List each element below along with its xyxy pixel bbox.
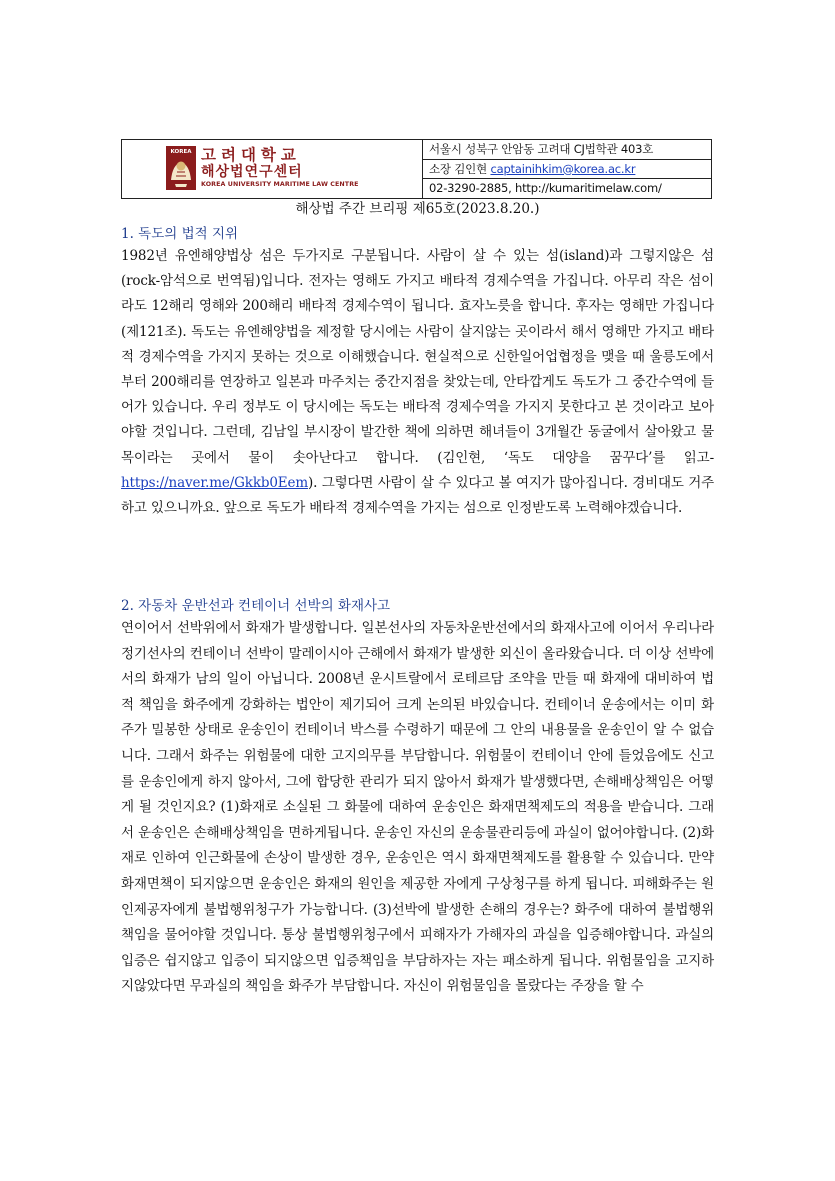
svg-text:KOREA: KOREA (170, 149, 192, 155)
director-cell (423, 159, 712, 179)
center-name: 해상법연구센터 (201, 164, 303, 180)
phone-number: 02-3290-2885, (429, 181, 512, 196)
university-name: 고려대학교 (201, 146, 301, 164)
letterhead-table (121, 139, 712, 199)
logo-cell (122, 140, 423, 199)
center-logo (166, 146, 359, 190)
section-2-heading: 2. 자동차 운반선과 컨테이너 선박의 화재사고 (121, 598, 391, 614)
section-2-body: 연이어서 선박위에서 화재가 발생합니다. 일본선사의 자동차운반선에서의 화재사고에 이어서 우리나라 정기선사의 컨테이너 선박이 말레이시아 근해에서 화재가 발생한 외신이 올라왔습니다. 더 이상 선박에서의 화재가 남의 일이 아닙니다. 2008년 운시트랄에서 로테르담 조약을 만들 때 화재에 대비하여 법적 책임을 화주에게 강화하는 법안이 제기되어 크게 논의된 바있습니다. 컨테이너 운송에서는 이미 화주가 밀봉한 상태로 운송인이 컨테이너 박스를 수령하기 때문에 그 안의 내용물을 운송인이 알 수 없습니다. 그래서 화주는 위험물에 대한 고지의무를 부담합니다. 위험물이 컨테이너 안에 들었음에도 신고를 운송인에게 하지 않아서, 그에 합당한 관리가 되지 않아서 화재가 발생했다면, 손해배상책임은 어떻게 될 것인지요? (1)화재로 소실된 그 화물에 대하여 운송인은 화재면책제도의 적용을 받습니다. 그래서 운송인은 손해배상책임을 면하게됩니다. 운송인 자신의 운송물관리등에 과실이 없어야합니다. (2)화재로 인하여 인근화물에 손상이 발생한 경우, 운송인은 역시 화재면책제도를 활용할 수 있습니다. 만약 화재면책이 되지않으면 운송인은 화재의 원인을 제공한 자에게 구상청구를 하게 됩니다. 피해화주는 원인제공자에게 불법행위청구가 가능합니다. (3)선박에 발생한 손해의 경우는? 화주에 대하여 불법행위책임을 물어야할 것입니다. 통상 불법행위청구에서 피해자가 가해자의 과실을 입증해야합니다. 과실의 입증은 쉽지않고 입증이 되지않으면 입증책임을 부담하자는 자는 패소하게 됩니다. 위험물임을 고지하지않았다면 무과실의 책임을 화주가 부담합니다. 자신이 위험물임을 몰랐다는 주장을 할 수 (121, 620, 714, 995)
address-cell (423, 140, 712, 160)
blog-link[interactable]: https://naver.me/Gkkb0Eem (121, 474, 308, 491)
tiger-emblem-icon (166, 146, 196, 190)
website-url[interactable]: http://kumaritimelaw.com/ (515, 181, 662, 196)
section-1-body (121, 244, 714, 521)
section-1-text-before-link: 1982년 유엔해양법상 섬은 두가지로 구분됩니다. 사람이 살 수 있는 섬(island)과 그렇지않은 섬(rock-암석으로 번역됨)입니다. 전자는 영해도 가지고 배타적 경제수역을 가집니다. 아무리 작은 섬이라도 12해리 영해와 200해리 배타적 경제수역이 됩니다. 효자노릇을 합니다. 후자는 영해만 가집니다(제121조). 독도는 유엔해양법을 제정할 당시에는 사람이 살지않는 곳이라서 해서 영해만 가지고 배타적 경제수역을 가지지 못하는 것으로 이해했습니다. 현실적으로 신한일어업협정을 맺을 때 울릉도에서부터 200해리를 연장하고 일본과 마주치는 중간지점을 찾았는데, 안타깝게도 독도가 그 중간수역에 들어가 있습니다. 우리 정부도 이 당시에는 독도는 배타적 경제수역을 가지지 못한다고 본 것이라고 보아야할 것입니다. 그런데, 김남일 부시장이 발간한 책에 의하면 해녀들이 3개월간 동굴에서 살아왔고 물목이라는 곳에서 물이 솟아난다고 합니다. (김인현, ‘독도 대양을 꿈꾸다’를 읽고- (121, 248, 714, 466)
address-text: 서울시 성북구 안암동 고려대 CJ법학관 403호 (429, 142, 654, 156)
director-label: 소장 김인현 (429, 161, 487, 176)
director-line (429, 160, 711, 179)
contact-line (429, 179, 711, 198)
section-1-text-after-link: ). 그렇다면 사람이 살 수 있다고 볼 여지가 많아집니다. 경비대도 거주하고 있으니까요. 앞으로 독도가 배타적 경제수역을 가지는 섬으로 인정받도록 노력해야겠습니다. (121, 474, 714, 517)
center-english-name: KOREA UNIVERSITY MARITIME LAW CENTRE (201, 181, 359, 188)
document-title: 해상법 주간 브리핑 제65호(2023.8.20.) (295, 201, 540, 217)
contact-cell (423, 179, 712, 199)
section-1-heading: 1. 독도의 법적 지위 (121, 226, 239, 242)
email-link[interactable]: captainihkim@korea.ac.kr (490, 161, 636, 176)
